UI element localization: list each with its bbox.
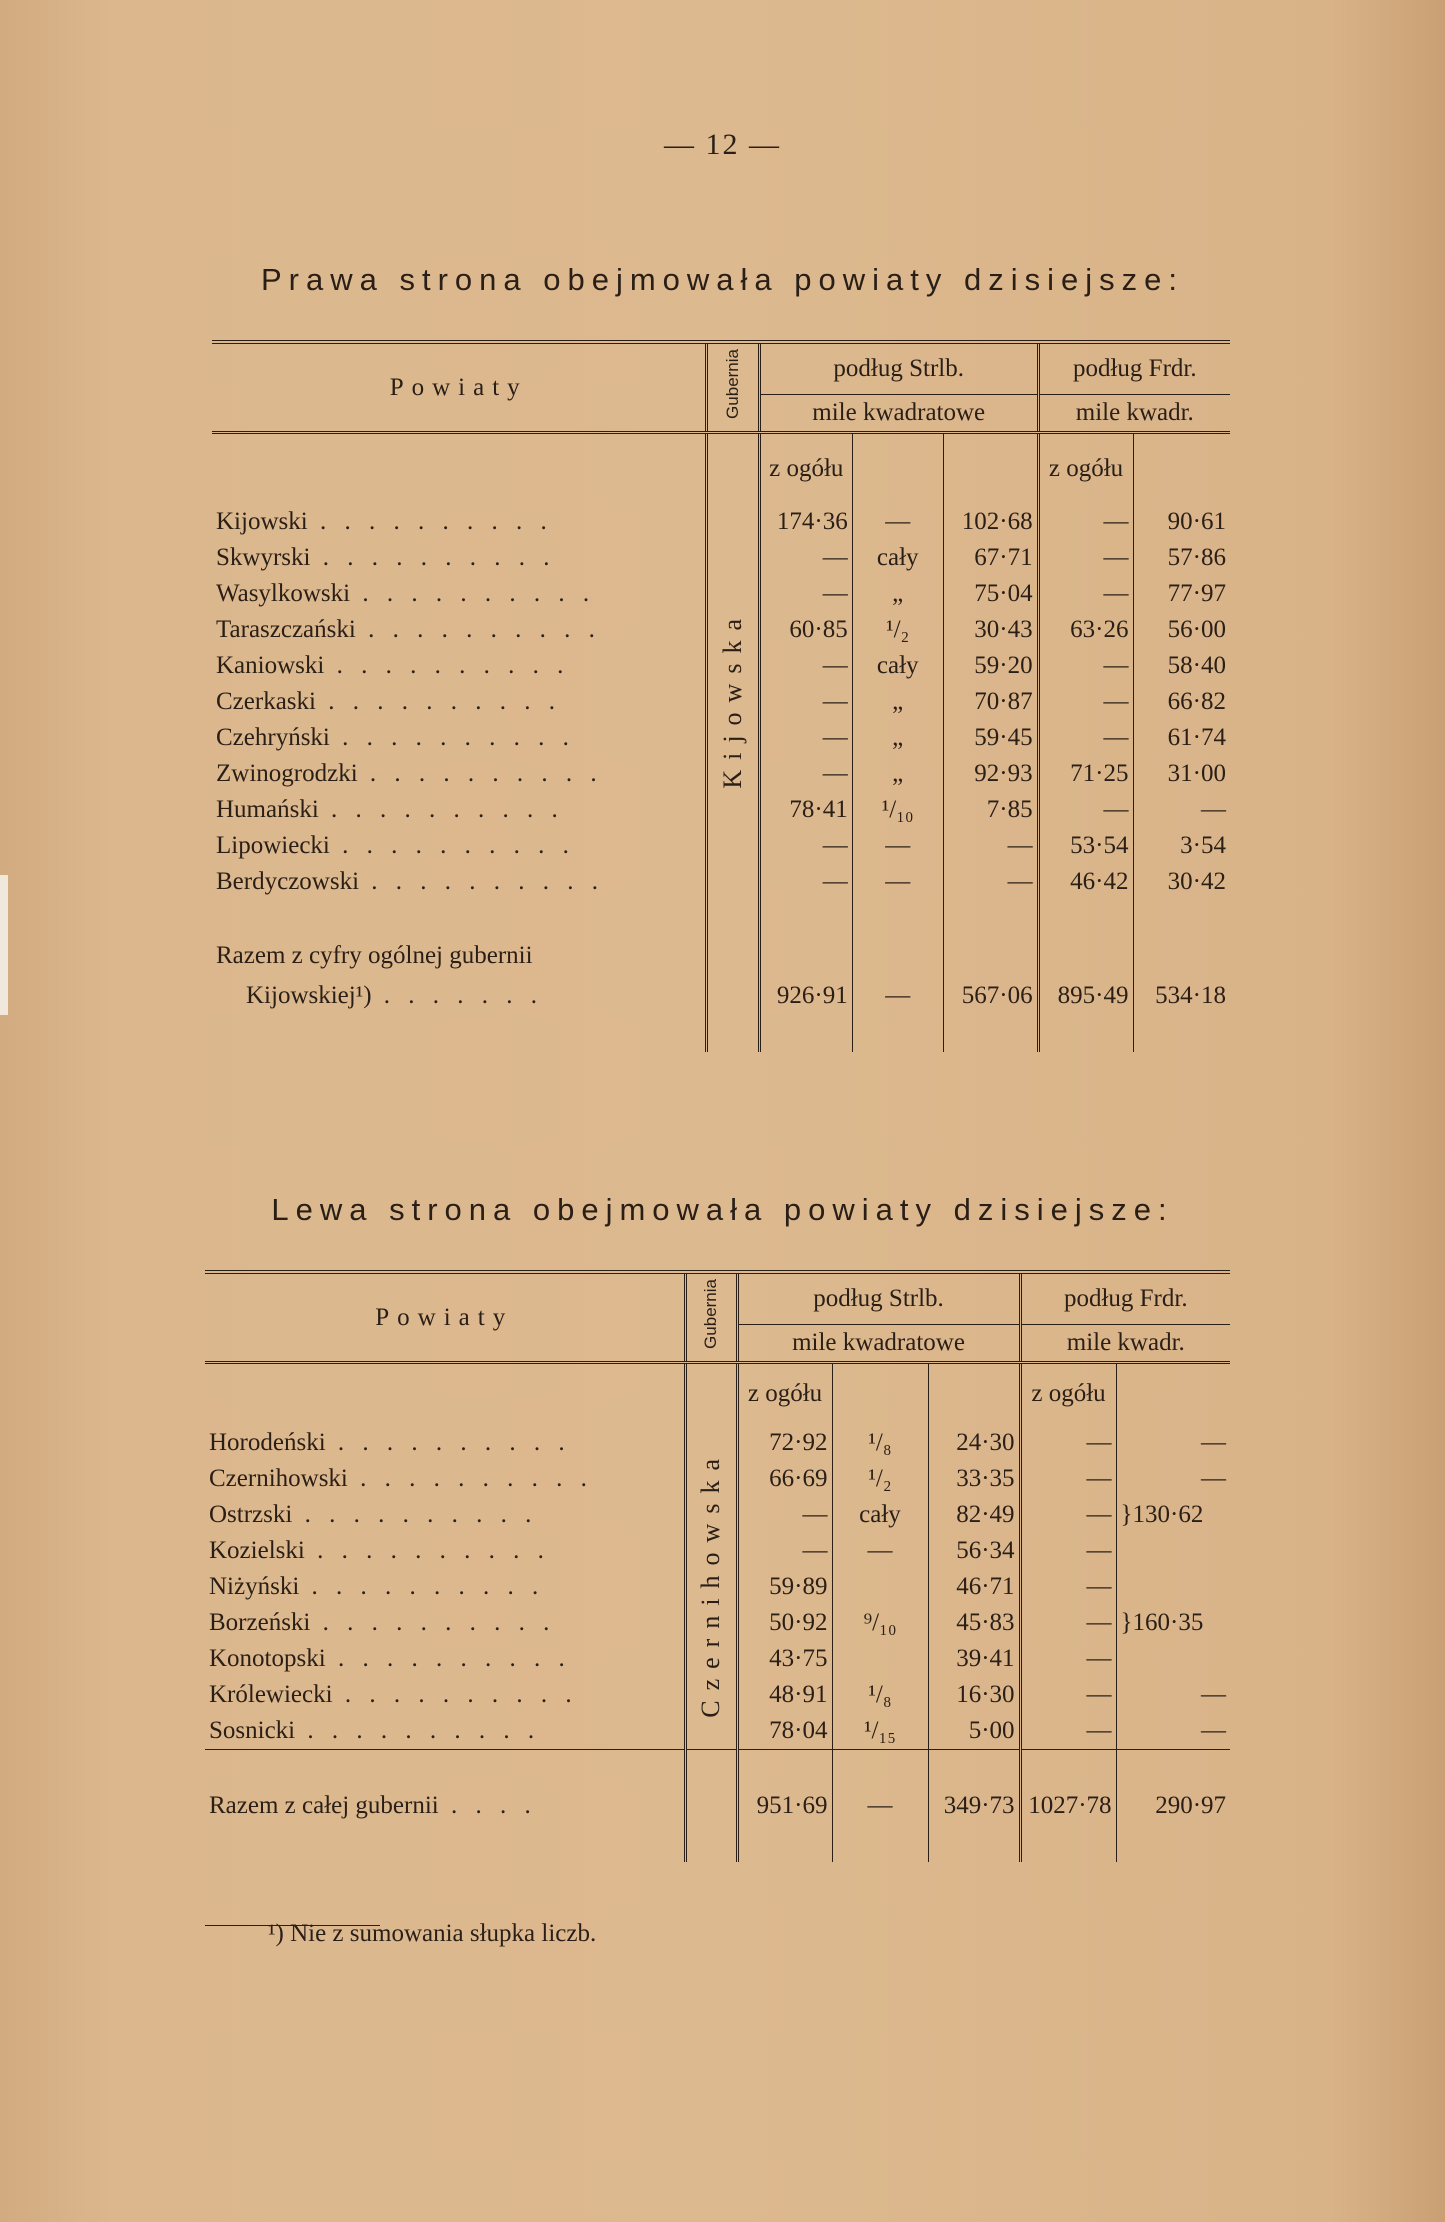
- table-row: [212, 504, 1230, 540]
- value-strlb-fraction: [832, 1641, 928, 1677]
- value-strlb-fraction: [832, 1569, 928, 1605]
- col-z-ogolu-frdr: z ogółu: [1038, 433, 1133, 505]
- value-strlb-part: 33·35: [928, 1461, 1020, 1497]
- value-strlb-part: 92·93: [943, 756, 1038, 792]
- value-strlb-fraction: cały: [852, 540, 943, 576]
- district-name: Kozielski . . . . . . . . . .: [209, 1536, 550, 1564]
- col-mile-kwadratowe: mile kwadratowe: [759, 395, 1038, 432]
- value-strlb-fraction: ¹/₂: [832, 1461, 928, 1497]
- district-name: Kijowski . . . . . . . . . .: [216, 508, 553, 535]
- value-strlb-part: 70·87: [943, 684, 1038, 720]
- value-strlb-fraction: „: [852, 684, 943, 720]
- value-strlb-fraction: ⁹/₁₀: [832, 1605, 928, 1641]
- value-frdr-total: —: [1038, 504, 1133, 540]
- value-strlb-total: —: [737, 1533, 832, 1569]
- province-label: Czernihowska: [685, 1425, 737, 1750]
- district-name: Horodeński . . . . . . . . . .: [209, 1428, 571, 1456]
- value-strlb-fraction: —: [852, 828, 943, 864]
- value-frdr-part: 90·61: [1133, 504, 1230, 540]
- table-right-bank: [212, 340, 1230, 1052]
- col-z-ogolu-strlb: z ogółu: [737, 1363, 832, 1425]
- value-strlb-fraction: ¹/₁₅: [832, 1713, 928, 1750]
- value-strlb-part: 102·68: [943, 504, 1038, 540]
- value-frdr-total: —: [1020, 1641, 1116, 1677]
- district-name: Taraszczański . . . . . . . . . .: [216, 616, 601, 643]
- district-name: Lipowiecki . . . . . . . . . .: [216, 832, 575, 859]
- value-strlb-total: 72·92: [737, 1425, 832, 1461]
- col-strlb: podług Strlb.: [759, 342, 1038, 395]
- value-strlb-total: —: [759, 576, 852, 612]
- value-strlb-part: 7·85: [943, 792, 1038, 828]
- district-name: Konotopski . . . . . . . . . .: [209, 1644, 571, 1672]
- total-a: 951·69: [737, 1786, 832, 1826]
- value-frdr-total: —: [1038, 720, 1133, 756]
- value-strlb-fraction: —: [852, 864, 943, 900]
- value-frdr-total: —: [1020, 1497, 1116, 1533]
- value-strlb-part: —: [943, 828, 1038, 864]
- value-frdr-part: 77·97: [1133, 576, 1230, 612]
- value-strlb-fraction: ¹/₈: [832, 1425, 928, 1461]
- value-frdr-part: 61·74: [1133, 720, 1230, 756]
- value-frdr-part: 57·86: [1133, 540, 1230, 576]
- value-strlb-part: 24·30: [928, 1425, 1020, 1461]
- value-strlb-part: 82·49: [928, 1497, 1020, 1533]
- value-strlb-part: 30·43: [943, 612, 1038, 648]
- total-c: 349·73: [928, 1786, 1020, 1826]
- value-strlb-total: 78·04: [737, 1713, 832, 1750]
- value-strlb-fraction: ¹/₂: [852, 612, 943, 648]
- district-name: Czehryński . . . . . . . . . .: [216, 724, 575, 751]
- value-frdr-part: [1116, 1569, 1230, 1605]
- value-strlb-total: —: [737, 1497, 832, 1533]
- value-strlb-total: —: [759, 540, 852, 576]
- district-name: Borzeński . . . . . . . . . .: [209, 1608, 556, 1636]
- district-name: Zwinogrodzki . . . . . . . . . .: [216, 760, 603, 787]
- value-strlb-total: 43·75: [737, 1641, 832, 1677]
- value-frdr-part: —: [1116, 1425, 1230, 1461]
- footnote: ¹) Nie z sumowania słupka liczb.: [268, 1920, 597, 1947]
- district-name: Humański . . . . . . . . . .: [216, 796, 564, 823]
- value-frdr-part: —: [1116, 1461, 1230, 1497]
- total-d: 1027·78: [1020, 1786, 1116, 1826]
- col-gubernia: Gubernia: [685, 1272, 737, 1361]
- value-frdr-total: 71·25: [1038, 756, 1133, 792]
- value-strlb-total: —: [759, 828, 852, 864]
- value-frdr-total: 46·42: [1038, 864, 1133, 900]
- value-frdr-part: [1116, 1641, 1230, 1677]
- value-strlb-part: 5·00: [928, 1713, 1020, 1750]
- value-strlb-total: 60·85: [759, 612, 852, 648]
- value-strlb-total: 50·92: [737, 1605, 832, 1641]
- value-strlb-total: —: [759, 684, 852, 720]
- value-frdr-total: —: [1020, 1533, 1116, 1569]
- value-strlb-fraction: —: [832, 1533, 928, 1569]
- value-frdr-part: [1116, 1533, 1230, 1569]
- value-strlb-fraction: ¹/₁₀: [852, 792, 943, 828]
- value-strlb-fraction: —: [852, 504, 943, 540]
- value-frdr-total: —: [1020, 1605, 1116, 1641]
- col-powiaty: Powiaty: [212, 342, 707, 431]
- value-strlb-total: 78·41: [759, 792, 852, 828]
- value-frdr-total: —: [1020, 1425, 1116, 1461]
- value-frdr-total: —: [1038, 540, 1133, 576]
- value-frdr-total: —: [1020, 1677, 1116, 1713]
- col-mile-kwadr: mile kwadr.: [1038, 395, 1230, 432]
- col-strlb: podług Strlb.: [737, 1272, 1020, 1325]
- page-number: — 12 —: [664, 128, 781, 161]
- col-mile-kwadr: mile kwadr.: [1020, 1325, 1230, 1362]
- value-strlb-fraction: ¹/₈: [832, 1677, 928, 1713]
- page-edge-mark: [0, 875, 8, 1015]
- value-strlb-total: —: [759, 756, 852, 792]
- value-strlb-part: 59·45: [943, 720, 1038, 756]
- value-frdr-total: —: [1038, 576, 1133, 612]
- value-frdr-part: —: [1116, 1713, 1230, 1750]
- value-frdr-part: 58·40: [1133, 648, 1230, 684]
- value-frdr-part: —: [1133, 792, 1230, 828]
- value-frdr-total: —: [1038, 792, 1133, 828]
- value-strlb-part: 16·30: [928, 1677, 1020, 1713]
- value-strlb-part: 59·20: [943, 648, 1038, 684]
- value-strlb-fraction: cały: [852, 648, 943, 684]
- value-strlb-part: 45·83: [928, 1605, 1020, 1641]
- value-strlb-part: 39·41: [928, 1641, 1020, 1677]
- total-b: —: [852, 976, 943, 1016]
- value-frdr-total: —: [1020, 1569, 1116, 1605]
- value-frdr-part: 31·00: [1133, 756, 1230, 792]
- total-label: Razem z całej gubernii . . . .: [209, 1791, 537, 1819]
- value-strlb-fraction: cały: [832, 1497, 928, 1533]
- district-name: Kaniowski . . . . . . . . . .: [216, 652, 570, 679]
- total-a: 926·91: [759, 976, 852, 1016]
- value-strlb-fraction: „: [852, 720, 943, 756]
- value-strlb-total: —: [759, 720, 852, 756]
- value-strlb-total: 48·91: [737, 1677, 832, 1713]
- value-frdr-total: —: [1020, 1713, 1116, 1750]
- total-e: 290·97: [1116, 1786, 1230, 1826]
- section-heading-right: Prawa strona obejmowała powiaty dzisiejsze:: [260, 262, 1184, 297]
- col-z-ogolu-strlb: z ogółu: [759, 433, 852, 505]
- col-frdr: podług Frdr.: [1038, 342, 1230, 395]
- district-name: Berdyczowski . . . . . . . . . .: [216, 868, 605, 895]
- district-name: Królewiecki . . . . . . . . . .: [209, 1680, 578, 1708]
- total-c: 567·06: [943, 976, 1038, 1016]
- value-frdr-total: 63·26: [1038, 612, 1133, 648]
- brace-total: }160·35: [1116, 1605, 1230, 1641]
- value-strlb-total: —: [759, 648, 852, 684]
- value-frdr-total: —: [1020, 1461, 1116, 1497]
- value-frdr-part: 66·82: [1133, 684, 1230, 720]
- col-z-ogolu-frdr: z ogółu: [1020, 1363, 1116, 1425]
- value-strlb-fraction: „: [852, 756, 943, 792]
- value-strlb-total: 174·36: [759, 504, 852, 540]
- value-strlb-fraction: „: [852, 576, 943, 612]
- value-frdr-part: 3·54: [1133, 828, 1230, 864]
- total-e: 534·18: [1133, 976, 1230, 1016]
- value-frdr-total: —: [1038, 648, 1133, 684]
- district-name: Czernihowski . . . . . . . . . .: [209, 1464, 593, 1492]
- table-left-bank: [205, 1270, 1230, 1862]
- district-name: Skwyrski . . . . . . . . . .: [216, 544, 556, 571]
- province-label: Kijowska: [707, 504, 760, 900]
- brace-total: }130·62: [1116, 1497, 1230, 1533]
- value-frdr-part: 30·42: [1133, 864, 1230, 900]
- value-strlb-total: 59·89: [737, 1569, 832, 1605]
- district-name: Czerkaski . . . . . . . . . .: [216, 688, 561, 715]
- col-gubernia: Gubernia: [707, 342, 760, 431]
- district-name: Wasylkowski . . . . . . . . . .: [216, 580, 596, 607]
- value-strlb-total: 66·69: [737, 1461, 832, 1497]
- table-row: [205, 1425, 1230, 1461]
- total-b: —: [832, 1786, 928, 1826]
- value-strlb-part: 46·71: [928, 1569, 1020, 1605]
- total-label-line1: Razem z cyfry ogólnej gubernii: [216, 942, 533, 969]
- section-heading-left: Lewa strona obejmowała powiaty dzisiejsze:: [271, 1192, 1174, 1227]
- col-frdr: podług Frdr.: [1020, 1272, 1230, 1325]
- value-frdr-part: 56·00: [1133, 612, 1230, 648]
- col-powiaty: Powiaty: [205, 1272, 685, 1361]
- value-strlb-total: —: [759, 864, 852, 900]
- total-label-line2: Kijowskiej¹) . . . . . . .: [246, 982, 544, 1009]
- value-strlb-part: 67·71: [943, 540, 1038, 576]
- value-frdr-part: —: [1116, 1677, 1230, 1713]
- value-strlb-part: —: [943, 864, 1038, 900]
- district-name: Ostrzski . . . . . . . . . .: [209, 1500, 538, 1528]
- district-name: Sosnicki . . . . . . . . . .: [209, 1716, 541, 1744]
- value-frdr-total: 53·54: [1038, 828, 1133, 864]
- value-strlb-part: 75·04: [943, 576, 1038, 612]
- col-mile-kwadratowe: mile kwadratowe: [737, 1325, 1020, 1362]
- district-name: Niżyński . . . . . . . . . .: [209, 1572, 545, 1600]
- value-frdr-total: —: [1038, 684, 1133, 720]
- total-d: 895·49: [1038, 976, 1133, 1016]
- value-strlb-part: 56·34: [928, 1533, 1020, 1569]
